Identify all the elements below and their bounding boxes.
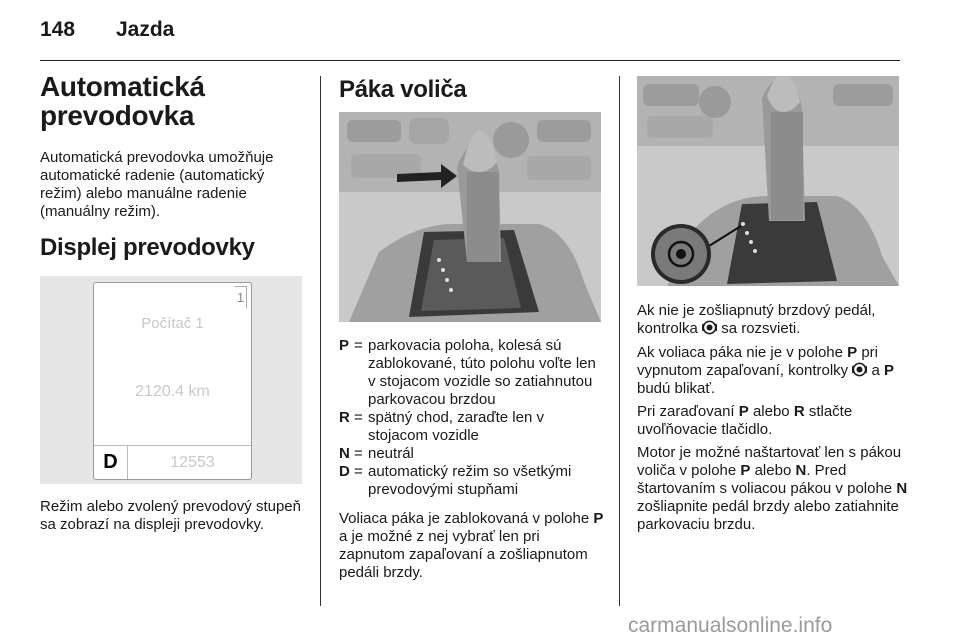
gear-symbol: N (896, 480, 908, 497)
gear-symbol: P (738, 403, 749, 420)
intro-paragraph: Automatická prevodovka umožňuje automatické radenie (automatický režim) alebo manuálne radenie (manuálny režim). (40, 149, 274, 220)
shift-paragraph (637, 403, 912, 439)
gear-equals: = (354, 409, 363, 426)
display-value: 2120.4 km (135, 383, 210, 400)
display-gear: D (94, 446, 128, 479)
page-number: 148 (40, 18, 76, 41)
gear-position-list (339, 337, 604, 499)
display-caption: Režim alebo zvolený prevodový stupeň sa zobrazí na displeji prevodovky. (40, 498, 301, 533)
gear-symbol: R (793, 403, 805, 420)
gear-description: parkovacia poloha, kolesá sú zablokované, túto polohu voľte len v stojacom vozidle so zatiahnutou parkovacou brzdou (368, 337, 596, 408)
display-odometer: 12553 (170, 454, 215, 471)
brake-pedal-icon (702, 320, 717, 337)
text-run: a je možné z nej vybrať len pri zapnutom zapaľovaní a zošliapnutom pedáli brzdy. (339, 528, 588, 581)
gear-key: D (339, 463, 350, 480)
gear-symbol: P (593, 510, 604, 527)
gear-symbol: P (740, 462, 751, 479)
section-title: Jazda (116, 18, 175, 41)
text-run: Pri zaraďovaní (637, 403, 739, 420)
gear-item (339, 337, 604, 409)
selector-lever-photo (339, 112, 601, 322)
text-run: . Pred štartovaním s voliacou pákou v polohe (637, 462, 897, 497)
text-run: Ak nie je zošliapnutý brzdový pedál, kontrolka (637, 302, 876, 337)
column-divider (320, 76, 321, 606)
transmission-display-illustration (40, 276, 302, 484)
gear-item (339, 445, 604, 463)
selector-heading: Páka voliča (339, 76, 467, 103)
text-run: Ak voliaca páka nie je v polohe (637, 344, 848, 361)
display-index: 1 (234, 286, 247, 309)
gear-equals: = (354, 337, 363, 354)
page-title: Automatická prevodovka (40, 71, 205, 131)
text-run: Motor je možné naštartovať len s pákou voliča v polohe (637, 444, 902, 479)
display-screen (93, 282, 252, 480)
brake-warning-paragraph (637, 302, 912, 338)
lock-paragraph (339, 510, 606, 582)
gear-symbol: P (847, 344, 858, 361)
display-heading: Displej prevodovky (40, 234, 255, 261)
gear-description: spätný chod, zaraďte len v stojacom vozidle (368, 409, 544, 444)
text-run: pri vypnutom zapaľovaní, kontrolky (637, 344, 878, 379)
gear-description: neutrál (368, 445, 414, 462)
text-run: sa rozsvieti. (717, 320, 801, 337)
gear-equals: = (354, 463, 363, 480)
watermark: carmanualsonline.info (628, 614, 833, 637)
text-run: alebo (750, 462, 796, 479)
brake-pedal-icon (852, 362, 867, 379)
gear-description: automatický režim so všetkými prevodovými stupňami (368, 463, 572, 498)
gear-symbol: P (884, 362, 895, 379)
text-run: Voliaca páka je zablokovaná v polohe (339, 510, 594, 527)
gear-item (339, 409, 604, 445)
column-divider (619, 76, 620, 606)
release-button-photo (637, 76, 899, 286)
start-paragraph (637, 444, 912, 534)
text-run: budú blikať. (637, 380, 716, 397)
gear-equals: = (354, 445, 363, 462)
blink-paragraph (637, 344, 912, 398)
gear-item (339, 463, 604, 499)
gear-key: N (339, 445, 350, 462)
gear-key: P (339, 337, 350, 354)
gear-symbol: N (795, 462, 807, 479)
header-rule (40, 60, 900, 61)
text-run: alebo (748, 403, 794, 420)
text-run: a (867, 362, 885, 379)
display-title: Počítač 1 (141, 315, 204, 332)
gear-key: R (339, 409, 350, 426)
text-run: zošliapnite pedál brzdy alebo zatiahnite parkovaciu brzdu. (637, 498, 899, 533)
text-run: stlačte uvoľňovacie tlačidlo. (637, 403, 853, 438)
